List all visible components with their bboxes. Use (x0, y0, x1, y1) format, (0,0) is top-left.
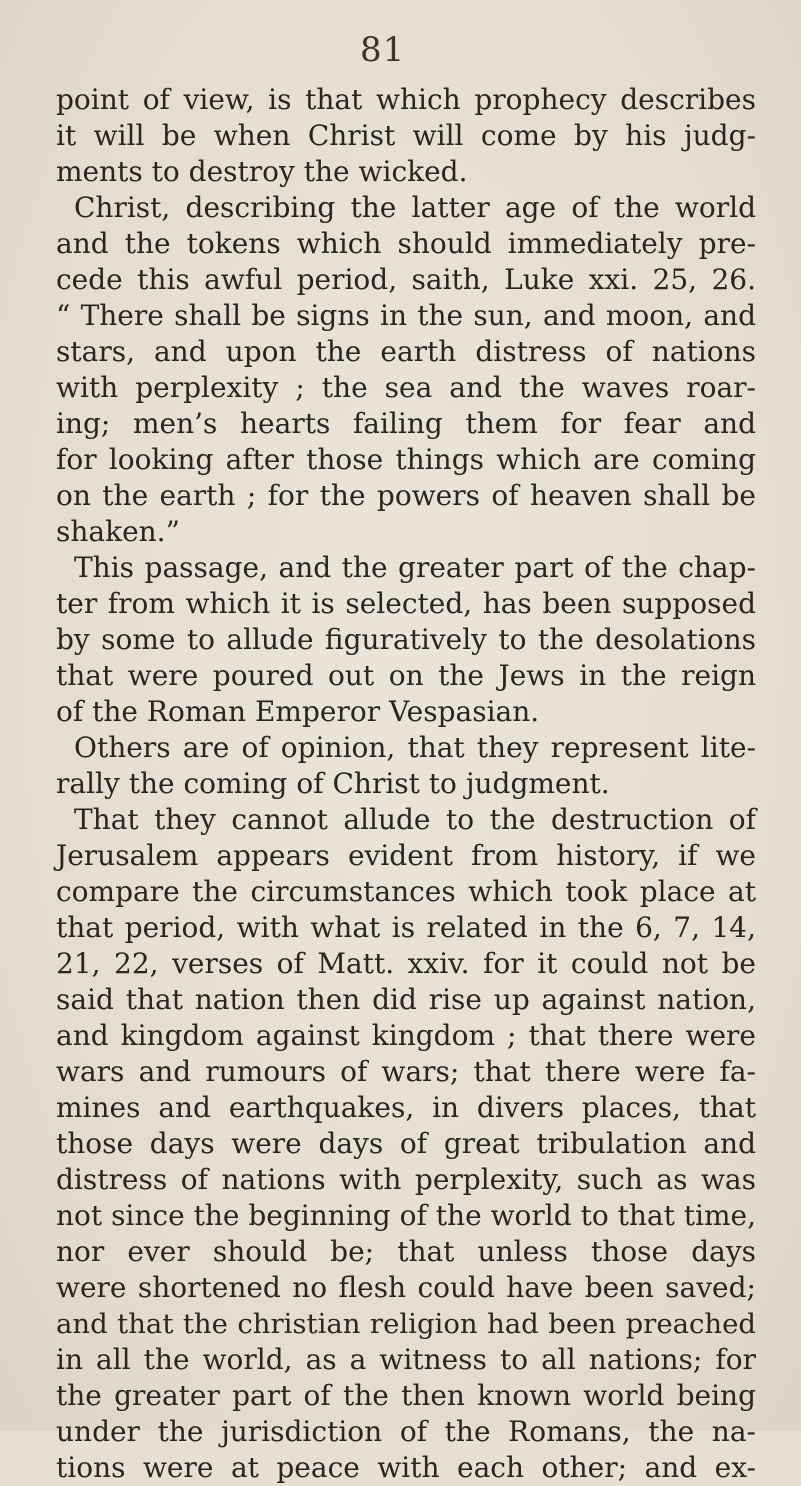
text-line: under the jurisdiction of the Romans, the na- (56, 1415, 756, 1448)
text-line: by some to allude figuratively to the desolations (56, 623, 756, 656)
text-line: Christ, describing the latter age of the world (74, 191, 756, 224)
text-line: not since the beginning of the world to that time, (56, 1199, 756, 1232)
text-line: it will be when Christ will come by his judg- (56, 119, 756, 152)
text-line: Others are of opinion, that they represent lite- (74, 731, 756, 764)
text-line: and that the christian religion had been preached (56, 1308, 756, 1340)
text-line: and kingdom against kingdom ; that there were (56, 1019, 756, 1052)
text-line: ing; men’s hearts failing them for fear and (56, 407, 756, 440)
text-line: mines and earthquakes, in divers places, that (56, 1091, 756, 1124)
body-text (56, 82, 756, 1486)
text-line: rally the coming of Christ to judgment. (56, 767, 610, 800)
text-line: ter from which it is selected, has been supposed (56, 587, 756, 620)
text-line: “ There shall be signs in the sun, and moon, and (56, 299, 756, 332)
text-line: nor ever should be; that unless those days (56, 1235, 756, 1268)
text-line: ments to destroy the wicked. (56, 155, 468, 188)
text-line: stars, and upon the earth distress of nations (56, 335, 756, 368)
text-line: tions were at peace with each other; and ex- (56, 1451, 756, 1484)
text-line: point of view, is that which prophecy describes (56, 83, 756, 116)
text-line: said that nation then did rise up against nation, (56, 983, 756, 1016)
text-line: those days were days of great tribulation and (56, 1127, 756, 1160)
text-line: of the Roman Emperor Vespasian. (56, 695, 540, 728)
text-line: compare the circumstances which took place at (56, 875, 756, 908)
text-line: and the tokens which should immediately pre- (56, 227, 756, 260)
text-line: for looking after those things which are coming (56, 443, 756, 476)
text-line: in all the world, as a witness to all nations; for (56, 1343, 756, 1376)
text-line: that were poured out on the Jews in the reign (56, 659, 756, 692)
page-number: 81 (360, 30, 406, 70)
text-line: 21, 22, verses of Matt. xxiv. for it could not be (56, 947, 756, 980)
text-line: Jerusalem appears evident from history, if we (56, 839, 756, 872)
text-line: distress of nations with perplexity, such as was (56, 1163, 756, 1196)
text-line: were shortened no flesh could have been saved; (56, 1271, 756, 1304)
text-line: that period, with what is related in the 6, 7, 14, (56, 911, 756, 944)
text-line: on the earth ; for the powers of heaven shall be (56, 479, 756, 512)
text-line: with perplexity ; the sea and the waves roar- (56, 371, 756, 404)
text-line: cede this awful period, saith, Luke xxi. 25, 26. (56, 263, 756, 296)
text-line: wars and rumours of wars; that there were fa- (56, 1055, 756, 1088)
text-line: the greater part of the then known world being (56, 1379, 756, 1412)
text-line: This passage, and the greater part of the chap- (74, 551, 756, 584)
text-line: shaken.” (56, 515, 180, 548)
text-line: That they cannot allude to the destruction of (74, 803, 756, 836)
